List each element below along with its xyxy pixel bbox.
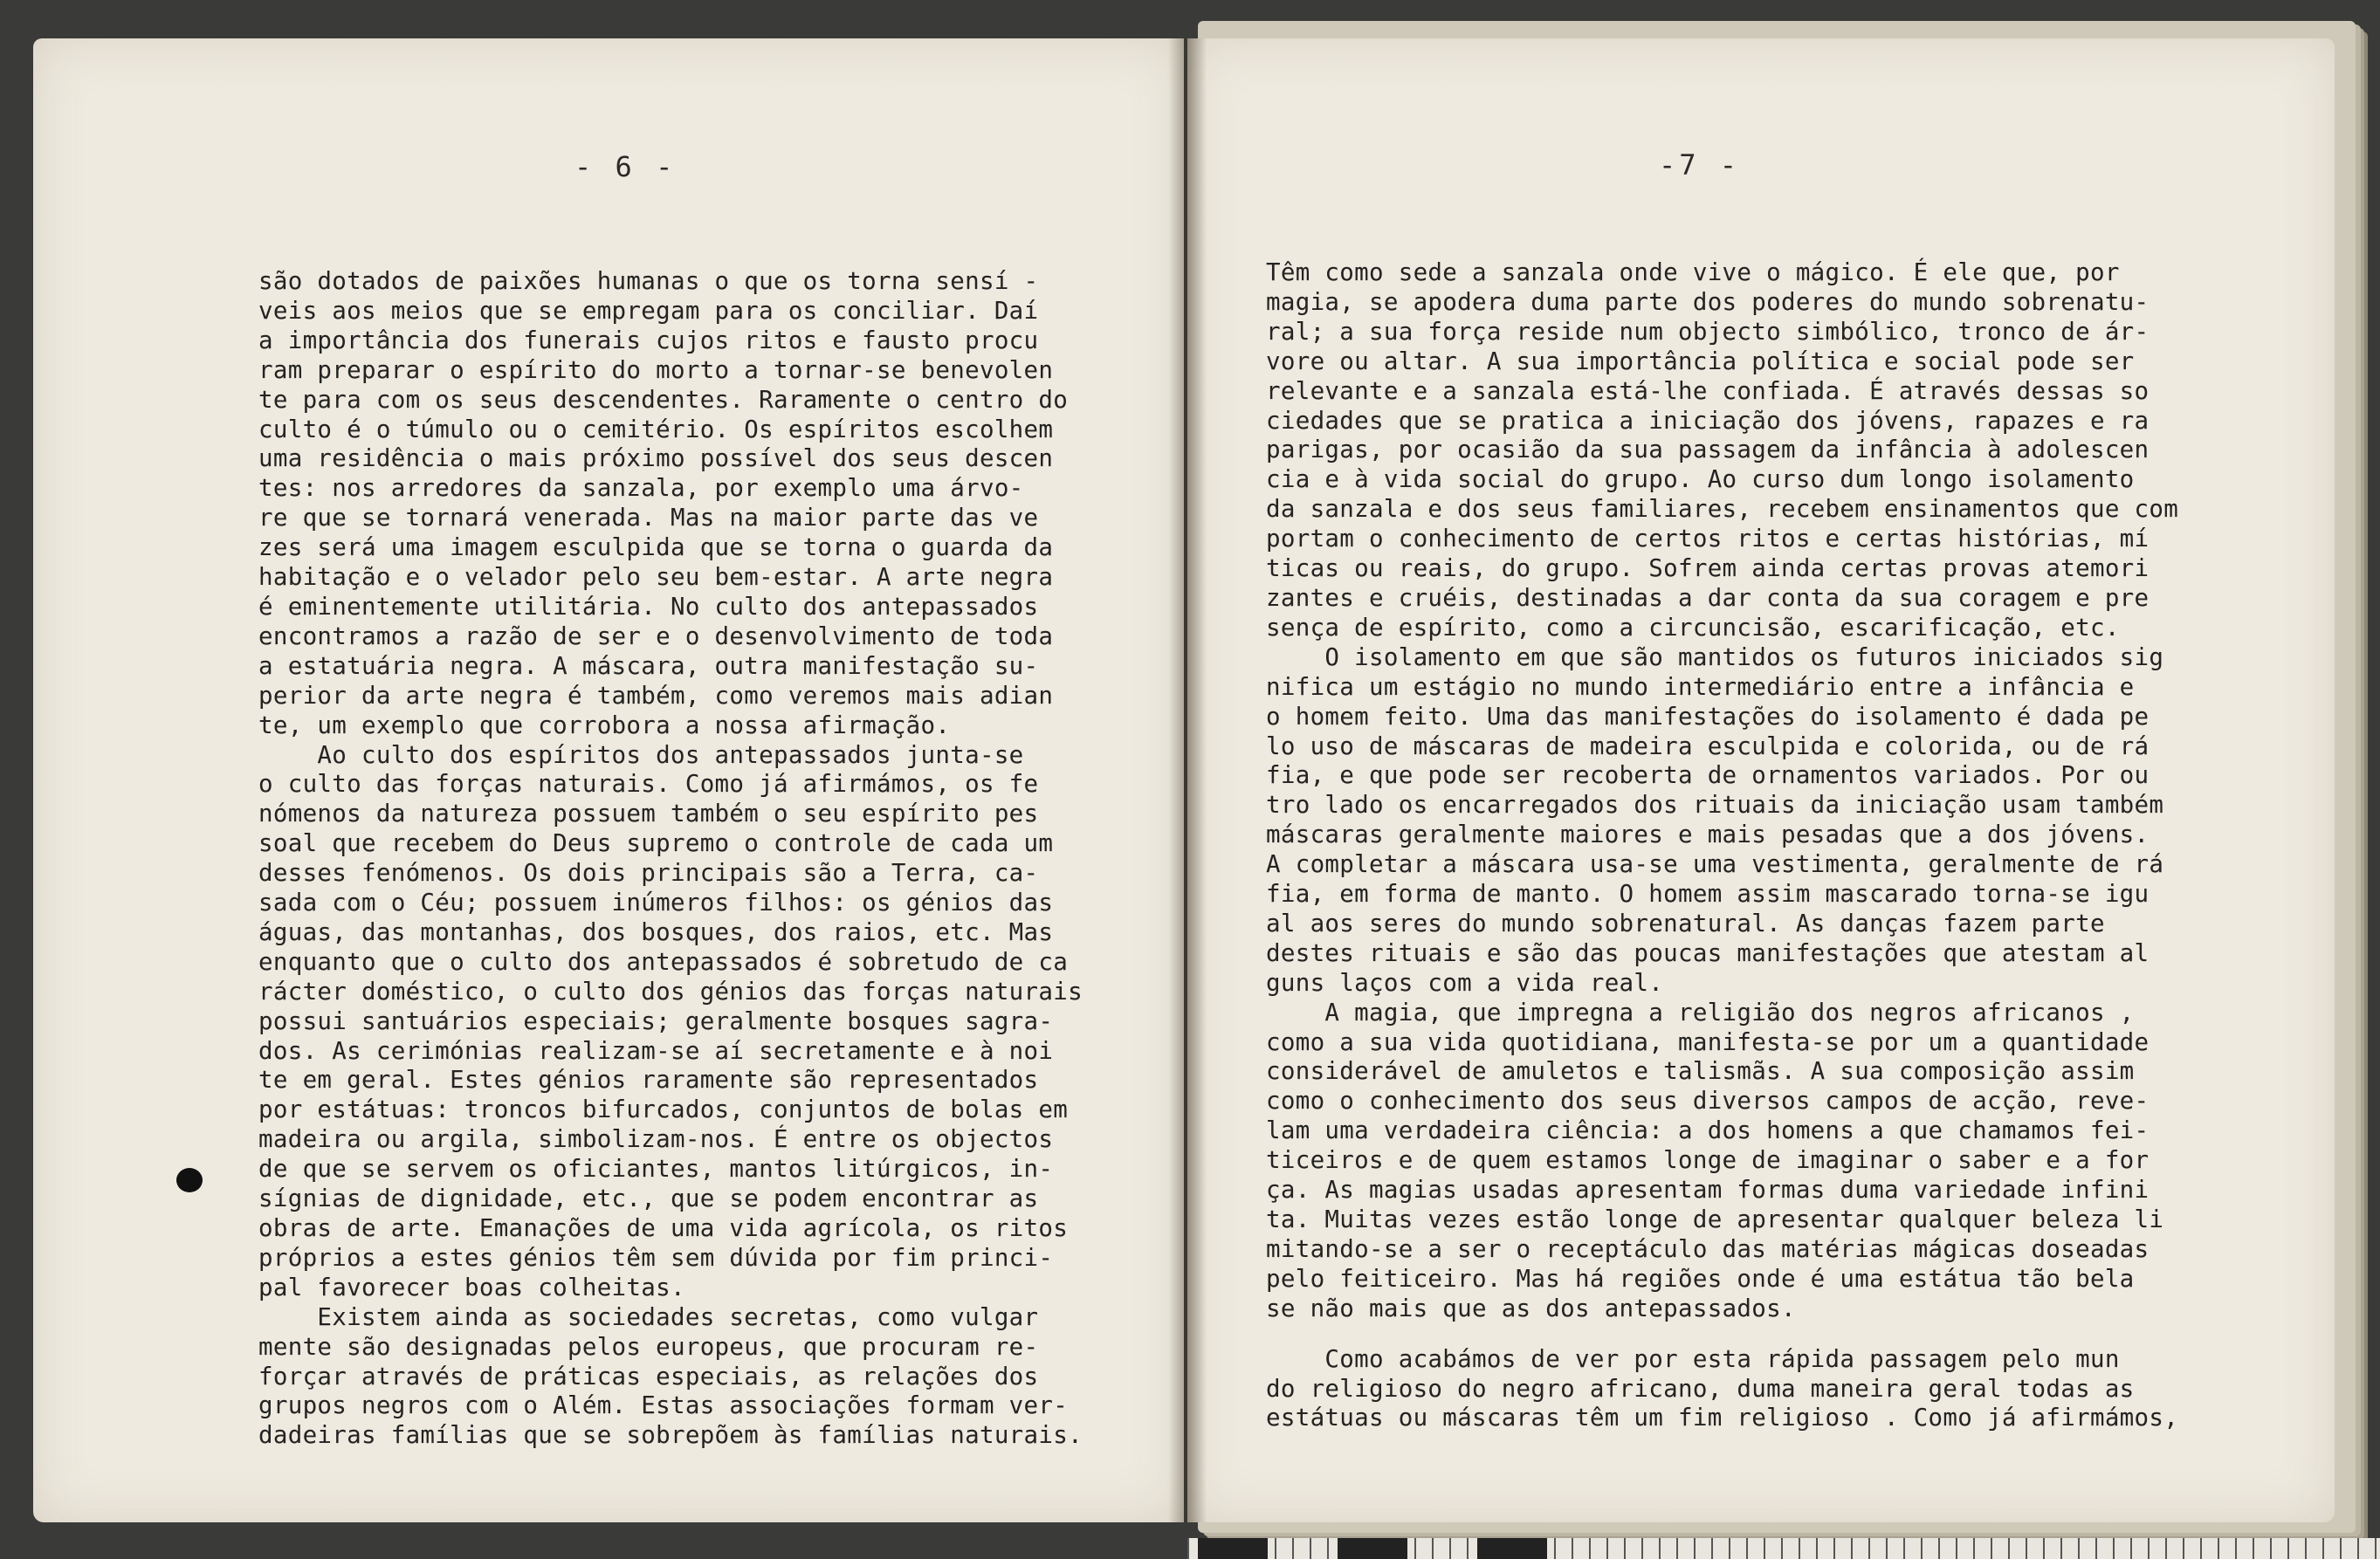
- left-page: [33, 38, 1184, 1522]
- text-line: habitação e o velador pelo seu bem-estar. A arte negra: [258, 563, 1054, 592]
- ruler-segment-dark: [1198, 1538, 1268, 1559]
- text-line: Ao culto dos espíritos dos antepassados junta-se: [258, 740, 1024, 769]
- text-line: desses fenómenos. Os dois principais são a Terra, ca-: [258, 859, 1039, 888]
- text-line: tes: nos arredores da sanzala, por exemplo uma árvo-: [258, 474, 1024, 503]
- text-line: enquanto que o culto dos antepassados é sobretudo de ca: [258, 947, 1069, 976]
- text-line: mitando-se a ser o receptáculo das matérias mágicas doseadas: [1266, 1234, 2150, 1263]
- text-line: como o conhecimento dos seus diversos campos de acção, reve-: [1266, 1087, 2150, 1116]
- text-line: [1266, 1324, 2305, 1345]
- text-line: Existem ainda as sociedades secretas, como vulgar: [258, 1302, 1039, 1331]
- book-gutter: [1168, 38, 1207, 1522]
- text-line: máscaras geralmente maiores e mais pesadas que a dos jóvens.: [1266, 821, 2150, 849]
- ruler-segment-dark: [1338, 1538, 1407, 1559]
- text-line: a importância dos funerais cujos ritos e fausto procu: [258, 326, 1039, 354]
- right-page: [1187, 38, 2335, 1522]
- text-line: fia, e que pode ser recoberta de ornamentos variados. Por ou: [1266, 761, 2150, 790]
- left-page-text: [258, 267, 1166, 1451]
- text-line: forçar através de práticas especiais, as relações dos: [258, 1362, 1039, 1391]
- text-line: sada com o Céu; possuem inúmeros filhos: os génios das: [258, 889, 1054, 917]
- text-line: de que se servem os oficiantes, mantos litúrgicos, in-: [258, 1155, 1054, 1184]
- text-line: se não mais que as dos antepassados.: [1266, 1294, 1796, 1322]
- text-line: do religioso do negro africano, duma maneira geral todas as: [1266, 1374, 2135, 1403]
- text-line: relevante e a sanzala está-lhe confiada. É através dessas so: [1266, 376, 2150, 405]
- text-line: da sanzala e dos seus familiares, recebem ensinamentos que com: [1266, 495, 2179, 524]
- text-line: Como acabámos de ver por esta rápida passagem pelo mun: [1266, 1344, 2120, 1373]
- text-line: considerável de amuletos e talismãs. A sua composição assim: [1266, 1057, 2135, 1086]
- text-line: ciedades que se pratica a iniciação dos jóvens, rapazes e ra: [1266, 406, 2150, 435]
- text-line: destes rituais e são das poucas manifestações que atestam al: [1266, 938, 2150, 967]
- text-line: re que se tornará venerada. Mas na maior parte das ve: [258, 504, 1039, 532]
- text-line: ta. Muitas vezes estão longe de apresentar qualquer beleza li: [1266, 1205, 2164, 1233]
- text-line: veis aos meios que se empregam para os conciliar. Daí: [258, 296, 1039, 325]
- text-line: uma residência o mais próximo possível dos seus descen: [258, 444, 1054, 473]
- ruler-segment-dark: [1477, 1538, 1547, 1559]
- text-line: ral; a sua força reside num objecto simbólico, tronco de ár-: [1266, 317, 2150, 346]
- text-line: águas, das montanhas, dos bosques, dos raios, etc. Mas: [258, 917, 1054, 946]
- text-line: a estatuária negra. A máscara, outra manifestação su-: [258, 651, 1039, 680]
- text-line: pal favorecer boas colheitas.: [258, 1273, 685, 1301]
- punch-hole-mark: [176, 1168, 203, 1192]
- text-line: perior da arte negra é também, como veremos mais adian: [258, 681, 1054, 710]
- text-line: Têm como sede a sanzala onde vive o mágico. É ele que, por: [1266, 258, 2120, 286]
- text-line: zes será uma imagem esculpida que se torna o guarda da: [258, 533, 1054, 562]
- text-line: vore ou altar. A sua importância política e social pode ser: [1266, 347, 2135, 375]
- text-line: guns laços com a vida real.: [1266, 968, 1664, 997]
- text-line: por estátuas: troncos bifurcados, conjuntos de bolas em: [258, 1095, 1069, 1124]
- text-line: ram preparar o espírito do morto a tornar-se benevolen: [258, 355, 1054, 384]
- text-line: zantes e cruéis, destinadas a dar conta da sua coragem e pre: [1266, 583, 2150, 612]
- text-line: grupos negros com o Além. Estas associações formam ver-: [258, 1391, 1069, 1420]
- text-line: soal que recebem do Deus supremo o controle de cada um: [258, 829, 1054, 858]
- text-line: ticas ou reais, do grupo. Sofrem ainda certas provas atemori: [1266, 554, 2150, 583]
- text-line: é eminentemente utilitária. No culto dos antepassados: [258, 592, 1039, 621]
- text-line: fia, em forma de manto. O homem assim mascarado torna-se igu: [1266, 880, 2150, 909]
- text-line: o homem feito. Uma das manifestações do isolamento é dada pe: [1266, 702, 2150, 731]
- text-line: estátuas ou máscaras têm um fim religioso . Como já afirmámos,: [1266, 1404, 2179, 1432]
- text-line: ça. As magias usadas apresentam formas duma variedade infini: [1266, 1176, 2150, 1205]
- text-line: A completar a máscara usa-se uma vestimenta, geralmente de rá: [1266, 850, 2164, 879]
- text-line: o culto das forças naturais. Como já afirmámos, os fe: [258, 770, 1039, 799]
- text-line: magia, se apodera duma parte dos poderes do mundo sobrenatu-: [1266, 287, 2150, 316]
- text-line: sígnias de dignidade, etc., que se podem encontrar as: [258, 1185, 1039, 1213]
- page-number-left: - 6 -: [574, 150, 677, 183]
- text-line: sença de espírito, como a circuncisão, escarificação, etc.: [1266, 613, 2120, 642]
- text-line: A magia, que impregna a religião dos negros africanos ,: [1266, 998, 2135, 1027]
- text-line: te em geral. Estes génios raramente são representados: [258, 1066, 1039, 1095]
- page-number-right: -7 -: [1659, 148, 1741, 182]
- text-line: te, um exemplo que corrobora a nossa afirmação.: [258, 711, 951, 739]
- text-line: pelo feiticeiro. Mas há regiões onde é uma estátua tão bela: [1266, 1264, 2135, 1293]
- text-line: tro lado os encarregados dos rituais da iniciação usam também: [1266, 791, 2164, 820]
- text-line: obras de arte. Emanações de uma vida agrícola, os ritos: [258, 1214, 1069, 1242]
- text-line: al aos seres do mundo sobrenatural. As danças fazem parte: [1266, 909, 2105, 937]
- text-line: O isolamento em que são mantidos os futuros iniciados sig: [1266, 642, 2164, 671]
- text-line: nómenos da natureza possuem também o seu espírito pes: [258, 800, 1039, 828]
- text-line: são dotados de paixões humanas o que os torna sensí -: [258, 267, 1039, 295]
- text-line: culto é o túmulo ou o cemitério. Os espíritos escolhem: [258, 415, 1054, 443]
- text-line: te para com os seus descendentes. Raramente o centro do: [258, 385, 1069, 414]
- text-line: próprios a estes génios têm sem dúvida por fim princi-: [258, 1243, 1054, 1272]
- text-line: como a sua vida quotidiana, manifesta-se por um a quantidade: [1266, 1027, 2150, 1056]
- text-line: lo uso de máscaras de madeira esculpida e colorida, ou de rá: [1266, 731, 2150, 760]
- text-line: possui santuários especiais; geralmente bosques sagra-: [258, 1006, 1054, 1035]
- text-line: madeira ou argila, simbolizam-nos. É entre os objectos: [258, 1125, 1054, 1154]
- text-line: rácter doméstico, o culto dos génios das forças naturais: [258, 977, 1083, 1006]
- text-line: ticeiros e de quem estamos longe de imaginar o saber e a for: [1266, 1146, 2150, 1175]
- text-line: lam uma verdadeira ciência: a dos homens a que chamamos fei-: [1266, 1116, 2150, 1145]
- text-line: dadeiras famílias que se sobrepõem às famílias naturais.: [258, 1421, 1083, 1450]
- text-line: mente são designadas pelos europeus, que procuram re-: [258, 1332, 1039, 1361]
- text-line: portam o conhecimento de certos ritos e certas histórias, mí: [1266, 525, 2150, 553]
- text-line: parigas, por ocasião da sua passagem da infância à adolescen: [1266, 436, 2150, 464]
- text-line: encontramos a razão de ser e o desenvolvimento de toda: [258, 622, 1054, 650]
- text-line: cia e à vida social do grupo. Ao curso dum longo isolamento: [1266, 465, 2135, 494]
- text-line: dos. As cerimónias realizam-se aí secretamente e à noi: [258, 1036, 1054, 1065]
- right-page-text: [1266, 258, 2305, 1433]
- text-line: nifica um estágio no mundo intermediário entre a infância e: [1266, 672, 2135, 701]
